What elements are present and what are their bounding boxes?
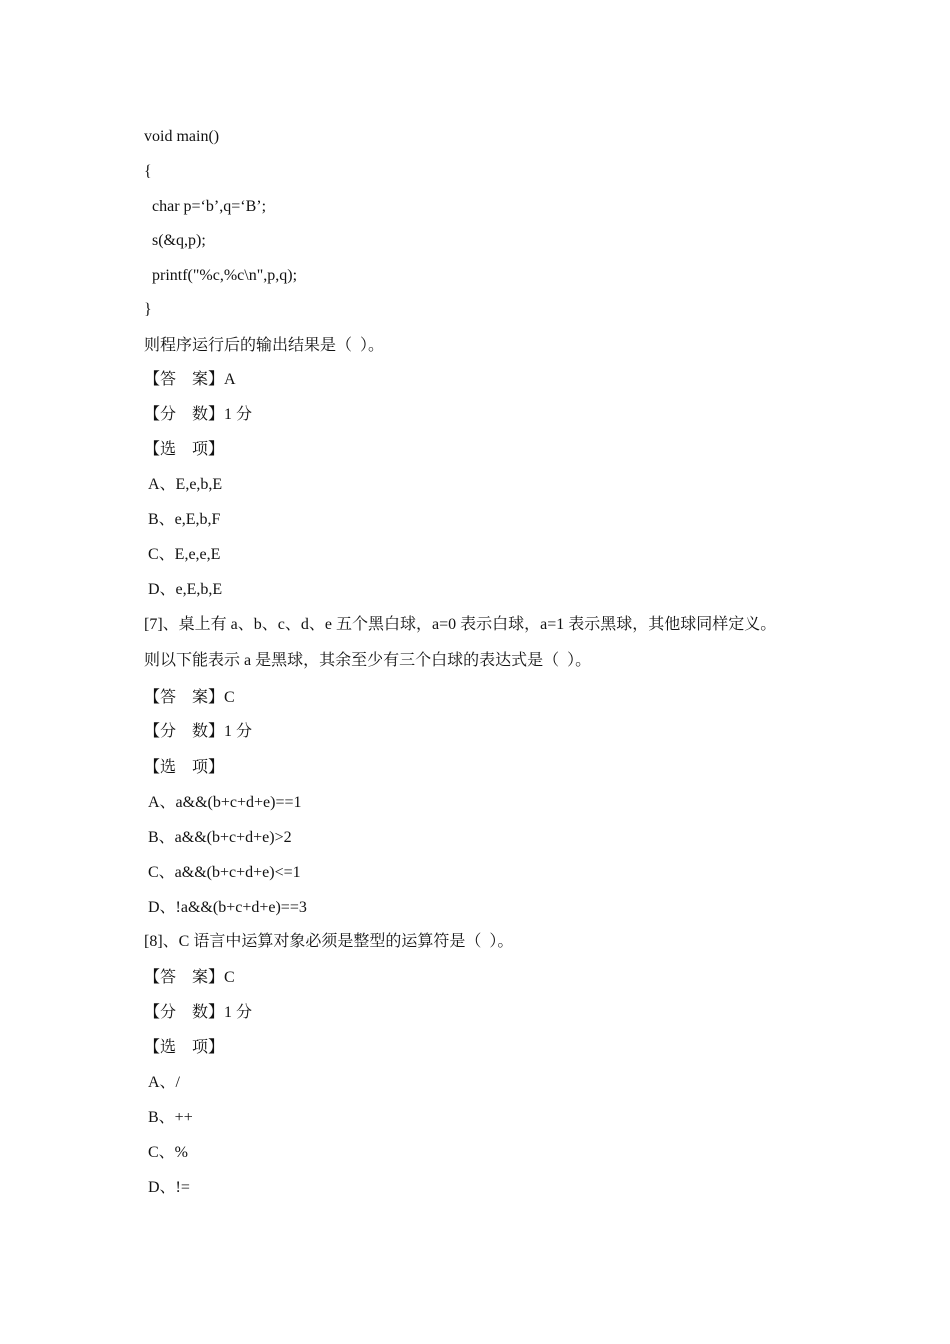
code-line-2: { [144,163,152,180]
q7-option-a: A、a&&(b+c+d+e)==1 [148,794,302,811]
code-line-4: s(&q,p); [152,232,206,249]
q6-options-label: 【选 项】 [144,441,225,458]
q6-option-a: A、E,e,b,E [148,476,223,493]
q8-score: 【分 数】1 分 [144,1004,253,1021]
q7-answer: 【答 案】C [144,689,235,706]
q7-question-line-1: [7]、桌上有 a、b、c、d、e 五个黑白球，a=0 表示白球，a=1 表示黑球，其他球同样定义。 [144,616,777,633]
q8-option-b: B、++ [148,1109,193,1126]
q7-option-c: C、a&&(b+c+d+e)<=1 [148,864,301,881]
q7-question-line-2: 则以下能表示 a 是黑球，其余至少有三个白球的表达式是（ ）。 [144,652,592,669]
q6-score: 【分 数】1 分 [144,406,253,423]
q6-option-c: C、E,e,e,E [148,546,221,563]
q6-answer: 【答 案】A [144,371,236,388]
q6-option-d: D、e,E,b,E [148,581,223,598]
code-line-5: printf("%c,%c\n",p,q); [152,267,298,284]
q7-options-label: 【选 项】 [144,759,225,776]
q7-option-b: B、a&&(b+c+d+e)>2 [148,829,292,846]
q8-option-d: D、!= [148,1179,190,1196]
q8-answer: 【答 案】C [144,969,235,986]
q7-score: 【分 数】1 分 [144,723,253,740]
q8-option-a: A、/ [148,1074,181,1091]
q8-question: [8]、C 语言中运算对象必须是整型的运算符是（ ）。 [144,933,514,950]
q8-option-c: C、% [148,1144,189,1161]
code-line-3: char p=‘b’,q=‘B’; [152,198,267,215]
q8-options-label: 【选 项】 [144,1039,225,1056]
q7-option-d: D、!a&&(b+c+d+e)==3 [148,899,307,916]
code-line-1: void main() [144,128,220,145]
q6-prompt: 则程序运行后的输出结果是（ ）。 [144,337,385,354]
code-line-6: } [144,301,152,318]
q6-option-b: B、e,E,b,F [148,511,221,528]
